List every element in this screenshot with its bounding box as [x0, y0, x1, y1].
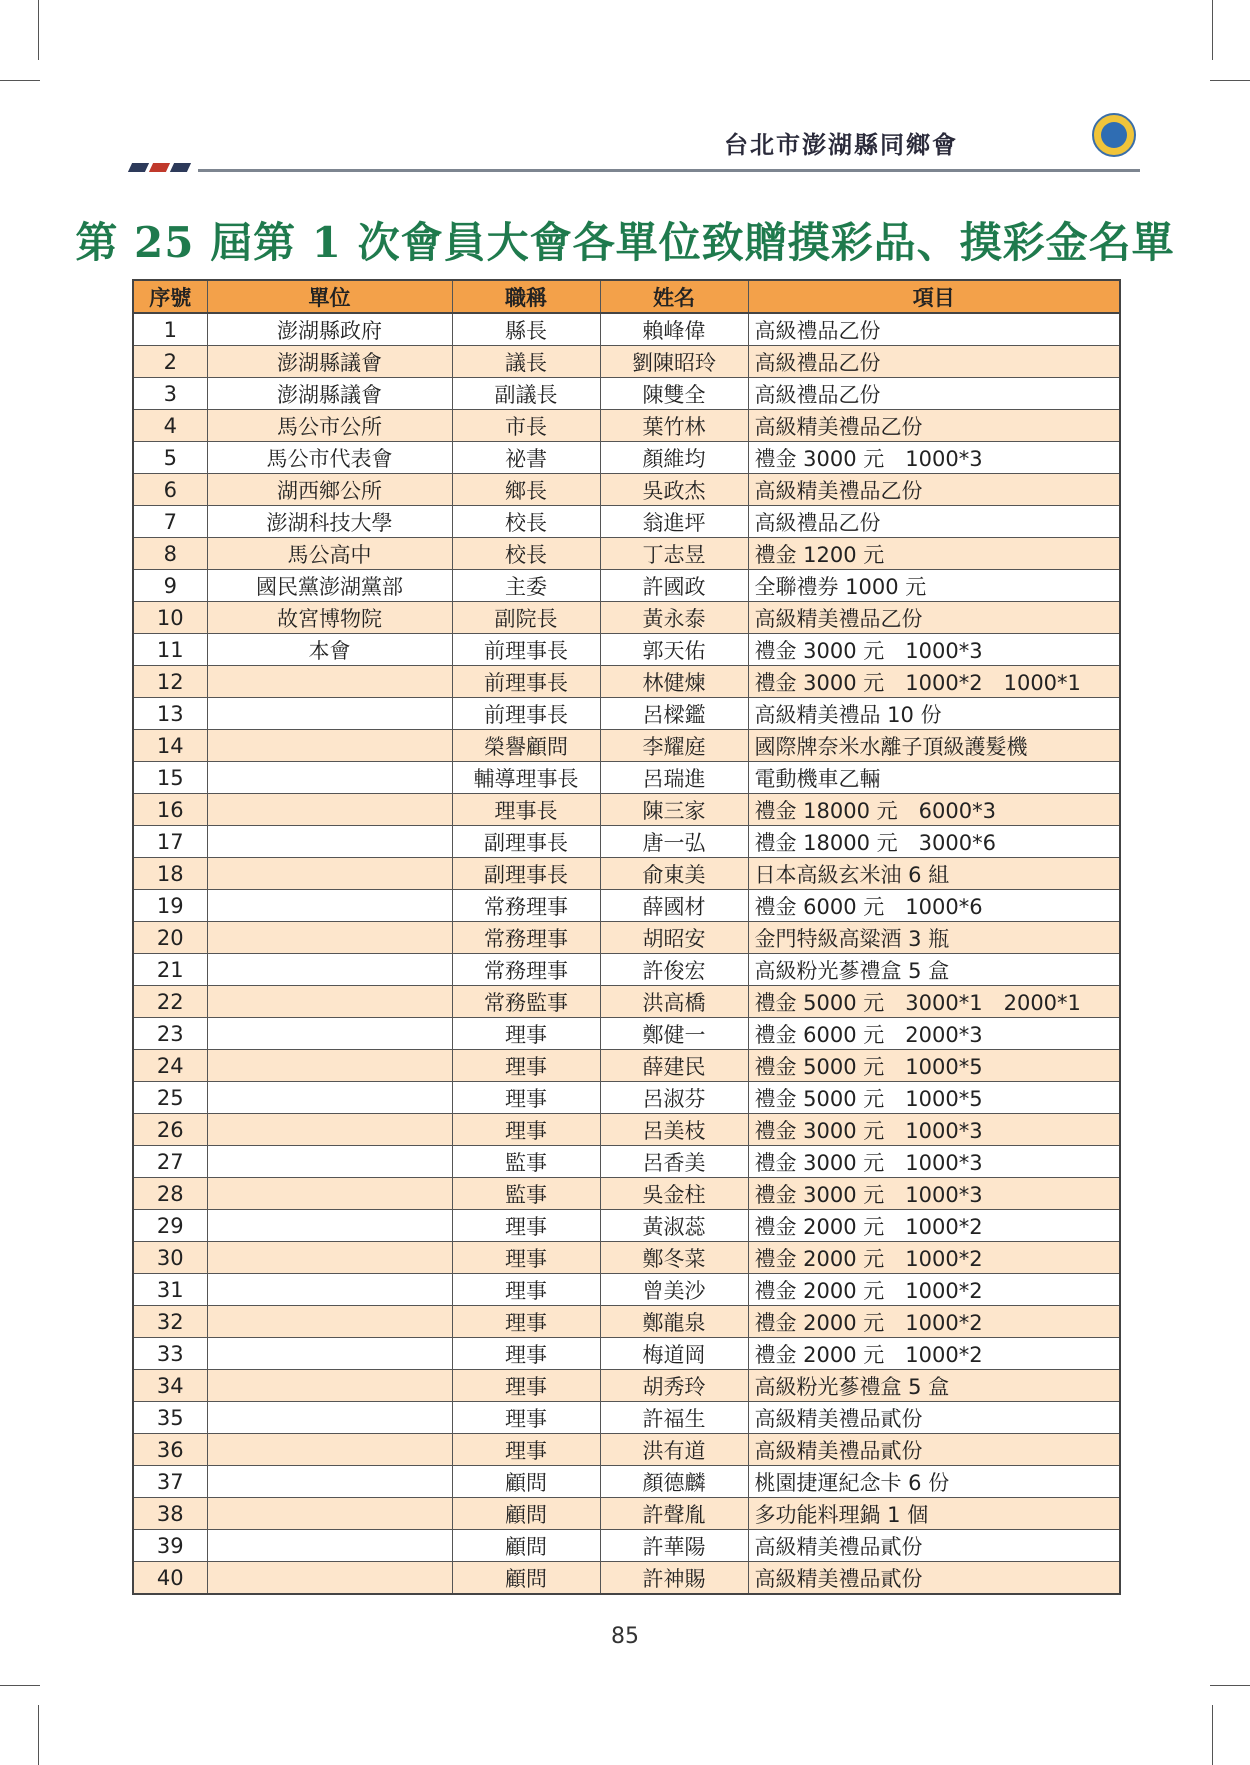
cell-no: 28 [133, 1178, 207, 1210]
cell-position: 監事 [452, 1146, 600, 1178]
cell-position: 副院長 [452, 602, 600, 634]
cell-name: 呂美枝 [600, 1114, 748, 1146]
cell-position: 前理事長 [452, 634, 600, 666]
cell-name: 呂淑芬 [600, 1082, 748, 1114]
cell-unit [207, 1082, 452, 1114]
cell-unit [207, 794, 452, 826]
cell-item: 禮金 5000 元 1000*5 [748, 1082, 1120, 1114]
cell-unit [207, 826, 452, 858]
cell-no: 7 [133, 506, 207, 538]
cell-position: 輔導理事長 [452, 762, 600, 794]
cell-unit [207, 1210, 452, 1242]
cell-no: 36 [133, 1434, 207, 1466]
cell-name: 郭天佑 [600, 634, 748, 666]
table-row [133, 986, 1120, 1018]
cell-unit [207, 1370, 452, 1402]
cell-unit [207, 666, 452, 698]
cell-unit [207, 1274, 452, 1306]
header-dash-2 [149, 163, 170, 172]
table-row [133, 762, 1120, 794]
cell-item: 禮金 5000 元 1000*5 [748, 1050, 1120, 1082]
table-row [133, 474, 1120, 506]
cell-unit [207, 762, 452, 794]
cell-name: 李耀庭 [600, 730, 748, 762]
cell-unit: 國民黨澎湖黨部 [207, 570, 452, 602]
cell-position: 顧問 [452, 1530, 600, 1562]
cell-no: 14 [133, 730, 207, 762]
cell-name: 唐一弘 [600, 826, 748, 858]
table-row [133, 313, 1120, 346]
cell-position: 顧問 [452, 1498, 600, 1530]
table-row [133, 1114, 1120, 1146]
table-row [133, 602, 1120, 634]
cell-no: 19 [133, 890, 207, 922]
table-row [133, 570, 1120, 602]
table-row [133, 634, 1120, 666]
cell-item: 禮金 2000 元 1000*2 [748, 1306, 1120, 1338]
cell-no: 37 [133, 1466, 207, 1498]
cell-name: 洪高橋 [600, 986, 748, 1018]
cell-item: 禮金 2000 元 1000*2 [748, 1274, 1120, 1306]
table-row [133, 1306, 1120, 1338]
cell-position: 顧問 [452, 1562, 600, 1595]
cell-unit [207, 1242, 452, 1274]
cell-unit [207, 1498, 452, 1530]
cell-no: 6 [133, 474, 207, 506]
table-row [133, 1498, 1120, 1530]
cell-no: 5 [133, 442, 207, 474]
cell-item: 禮金 3000 元 1000*2 1000*1 [748, 666, 1120, 698]
cell-unit [207, 954, 452, 986]
cell-position: 顧問 [452, 1466, 600, 1498]
cell-name: 曾美沙 [600, 1274, 748, 1306]
cell-position: 常務理事 [452, 922, 600, 954]
cell-no: 32 [133, 1306, 207, 1338]
cell-name: 洪有道 [600, 1434, 748, 1466]
cell-no: 12 [133, 666, 207, 698]
cell-unit: 馬公高中 [207, 538, 452, 570]
header-name: 姓名 [600, 280, 748, 313]
cell-position: 理事 [452, 1114, 600, 1146]
table-header-row [133, 280, 1120, 313]
table-row [133, 1242, 1120, 1274]
cell-item: 禮金 3000 元 1000*3 [748, 1178, 1120, 1210]
cell-no: 16 [133, 794, 207, 826]
cell-item: 全聯禮券 1000 元 [748, 570, 1120, 602]
cell-position: 副理事長 [452, 826, 600, 858]
cell-item: 禮金 1200 元 [748, 538, 1120, 570]
cell-no: 40 [133, 1562, 207, 1595]
cell-item: 高級粉光蔘禮盒 5 盒 [748, 1370, 1120, 1402]
table-row [133, 826, 1120, 858]
cell-no: 18 [133, 858, 207, 890]
table-row [133, 1434, 1120, 1466]
cell-name: 薛國材 [600, 890, 748, 922]
header-unit: 單位 [207, 280, 452, 313]
cell-item: 禮金 2000 元 1000*2 [748, 1242, 1120, 1274]
cell-position: 副理事長 [452, 858, 600, 890]
table-row [133, 1338, 1120, 1370]
table-row [133, 346, 1120, 378]
cell-name: 許聲胤 [600, 1498, 748, 1530]
cell-position: 祕書 [452, 442, 600, 474]
cell-item: 禮金 5000 元 3000*1 2000*1 [748, 986, 1120, 1018]
cell-position: 監事 [452, 1178, 600, 1210]
cell-position: 理事 [452, 1082, 600, 1114]
cell-item: 桃園捷運紀念卡 6 份 [748, 1466, 1120, 1498]
cell-item: 禮金 6000 元 1000*6 [748, 890, 1120, 922]
header-no: 序號 [133, 280, 207, 313]
table-row [133, 1146, 1120, 1178]
cell-no: 15 [133, 762, 207, 794]
cell-no: 9 [133, 570, 207, 602]
cell-name: 翁進坪 [600, 506, 748, 538]
cell-name: 胡昭安 [600, 922, 748, 954]
cell-name: 葉竹林 [600, 410, 748, 442]
table-row [133, 1178, 1120, 1210]
cell-name: 吳金柱 [600, 1178, 748, 1210]
cell-position: 理事 [452, 1050, 600, 1082]
cell-name: 呂瑞進 [600, 762, 748, 794]
cell-no: 39 [133, 1530, 207, 1562]
cell-unit [207, 986, 452, 1018]
cell-item: 高級禮品乙份 [748, 346, 1120, 378]
cell-no: 38 [133, 1498, 207, 1530]
table-row [133, 442, 1120, 474]
table-row [133, 698, 1120, 730]
cell-name: 吳政杰 [600, 474, 748, 506]
cell-position: 理事 [452, 1306, 600, 1338]
cell-item: 高級精美禮品貳份 [748, 1402, 1120, 1434]
cell-unit: 澎湖縣議會 [207, 378, 452, 410]
table-row [133, 1210, 1120, 1242]
cell-name: 陳三家 [600, 794, 748, 826]
table-row [133, 954, 1120, 986]
cell-name: 胡秀玲 [600, 1370, 748, 1402]
table-row [133, 1370, 1120, 1402]
table-row [133, 794, 1120, 826]
cell-name: 鄭冬菜 [600, 1242, 748, 1274]
cell-item: 禮金 3000 元 1000*3 [748, 634, 1120, 666]
cell-unit: 澎湖縣議會 [207, 346, 452, 378]
cell-item: 禮金 3000 元 1000*3 [748, 442, 1120, 474]
table-row [133, 666, 1120, 698]
crop-mark-top-left-h [0, 80, 40, 81]
cell-unit: 澎湖科技大學 [207, 506, 452, 538]
table-row [133, 410, 1120, 442]
cell-name: 黃淑蕊 [600, 1210, 748, 1242]
cell-name: 黃永泰 [600, 602, 748, 634]
cell-name: 許國政 [600, 570, 748, 602]
table-row [133, 538, 1120, 570]
cell-item: 禮金 2000 元 1000*2 [748, 1210, 1120, 1242]
cell-no: 8 [133, 538, 207, 570]
cell-item: 禮金 18000 元 3000*6 [748, 826, 1120, 858]
header-position: 職稱 [452, 280, 600, 313]
crop-mark-top-right [1212, 0, 1213, 60]
cell-unit: 故宮博物院 [207, 602, 452, 634]
table-row [133, 922, 1120, 954]
cell-no: 23 [133, 1018, 207, 1050]
cell-name: 呂香美 [600, 1146, 748, 1178]
cell-position: 主委 [452, 570, 600, 602]
cell-item: 禮金 6000 元 2000*3 [748, 1018, 1120, 1050]
cell-unit [207, 1530, 452, 1562]
cell-position: 常務理事 [452, 890, 600, 922]
cell-position: 理事 [452, 1434, 600, 1466]
table-row [133, 378, 1120, 410]
cell-unit: 馬公市代表會 [207, 442, 452, 474]
cell-name: 鄭健一 [600, 1018, 748, 1050]
cell-position: 理事 [452, 1338, 600, 1370]
cell-unit [207, 1338, 452, 1370]
cell-no: 20 [133, 922, 207, 954]
cell-no: 35 [133, 1402, 207, 1434]
cell-no: 10 [133, 602, 207, 634]
cell-no: 2 [133, 346, 207, 378]
cell-unit [207, 1146, 452, 1178]
cell-item: 多功能料理鍋 1 個 [748, 1498, 1120, 1530]
cell-no: 30 [133, 1242, 207, 1274]
cell-item: 高級精美禮品貳份 [748, 1434, 1120, 1466]
header-org-name: 台北市澎湖縣同鄉會 [724, 131, 958, 159]
cell-no: 29 [133, 1210, 207, 1242]
cell-position: 校長 [452, 538, 600, 570]
crop-mark-bottom-right-h [1210, 1685, 1250, 1686]
cell-position: 理事 [452, 1210, 600, 1242]
cell-position: 鄉長 [452, 474, 600, 506]
cell-no: 11 [133, 634, 207, 666]
cell-name: 陳雙全 [600, 378, 748, 410]
cell-unit [207, 1434, 452, 1466]
cell-item: 高級禮品乙份 [748, 378, 1120, 410]
cell-no: 26 [133, 1114, 207, 1146]
cell-no: 1 [133, 313, 207, 346]
cell-position: 副議長 [452, 378, 600, 410]
cell-item: 電動機車乙輛 [748, 762, 1120, 794]
cell-unit [207, 1562, 452, 1595]
table-row [133, 1050, 1120, 1082]
cell-no: 34 [133, 1370, 207, 1402]
table-row [133, 1466, 1120, 1498]
cell-item: 高級精美禮品乙份 [748, 602, 1120, 634]
cell-position: 前理事長 [452, 666, 600, 698]
cell-item: 高級精美禮品貳份 [748, 1562, 1120, 1595]
cell-name: 顏維均 [600, 442, 748, 474]
cell-unit [207, 730, 452, 762]
crop-mark-bottom-left-h [0, 1685, 40, 1686]
cell-position: 議長 [452, 346, 600, 378]
cell-position: 理事 [452, 1274, 600, 1306]
cell-item: 禮金 18000 元 6000*3 [748, 794, 1120, 826]
crop-mark-top-right-h [1210, 80, 1250, 81]
page-number: 85 [611, 1624, 639, 1649]
cell-name: 許華陽 [600, 1530, 748, 1562]
cell-no: 3 [133, 378, 207, 410]
cell-name: 鄭龍泉 [600, 1306, 748, 1338]
cell-item: 金門特級高粱酒 3 瓶 [748, 922, 1120, 954]
table-row [133, 858, 1120, 890]
table-row [133, 730, 1120, 762]
table-row [133, 1082, 1120, 1114]
cell-name: 丁志昱 [600, 538, 748, 570]
table-row [133, 1402, 1120, 1434]
cell-unit [207, 1466, 452, 1498]
header-dash-3 [170, 163, 191, 172]
cell-item: 高級粉光蔘禮盒 5 盒 [748, 954, 1120, 986]
header-item: 項目 [748, 280, 1120, 313]
cell-position: 理事 [452, 1370, 600, 1402]
cell-unit [207, 698, 452, 730]
table-row [133, 1274, 1120, 1306]
cell-name: 許俊宏 [600, 954, 748, 986]
cell-unit [207, 1050, 452, 1082]
cell-name: 劉陳昭玲 [600, 346, 748, 378]
cell-position: 理事 [452, 1018, 600, 1050]
cell-name: 俞東美 [600, 858, 748, 890]
page-title: 第 25 屆第 1 次會員大會各單位致贈摸彩品、摸彩金名單 [75, 218, 1175, 267]
cell-no: 31 [133, 1274, 207, 1306]
cell-no: 24 [133, 1050, 207, 1082]
cell-position: 校長 [452, 506, 600, 538]
cell-unit [207, 1178, 452, 1210]
table-row [133, 1562, 1120, 1595]
cell-item: 禮金 3000 元 1000*3 [748, 1146, 1120, 1178]
cell-name: 許神賜 [600, 1562, 748, 1595]
cell-item: 高級精美禮品貳份 [748, 1530, 1120, 1562]
cell-unit: 湖西鄉公所 [207, 474, 452, 506]
cell-name: 梅道岡 [600, 1338, 748, 1370]
gift-list-table [132, 279, 1121, 1595]
table-row [133, 1018, 1120, 1050]
cell-unit [207, 1402, 452, 1434]
cell-no: 4 [133, 410, 207, 442]
cell-item: 禮金 2000 元 1000*2 [748, 1338, 1120, 1370]
cell-name: 呂樑鑑 [600, 698, 748, 730]
cell-no: 13 [133, 698, 207, 730]
cell-position: 常務監事 [452, 986, 600, 1018]
cell-no: 33 [133, 1338, 207, 1370]
cell-item: 國際牌奈米水離子頂級護髮機 [748, 730, 1120, 762]
cell-unit [207, 890, 452, 922]
cell-name: 賴峰偉 [600, 313, 748, 346]
table-row [133, 890, 1120, 922]
cell-item: 高級精美禮品乙份 [748, 410, 1120, 442]
cell-unit [207, 1306, 452, 1338]
cell-no: 17 [133, 826, 207, 858]
cell-position: 前理事長 [452, 698, 600, 730]
cell-unit [207, 922, 452, 954]
cell-position: 理事 [452, 1402, 600, 1434]
table-row [133, 506, 1120, 538]
cell-position: 理事長 [452, 794, 600, 826]
cell-position: 理事 [452, 1242, 600, 1274]
cell-item: 禮金 3000 元 1000*3 [748, 1114, 1120, 1146]
cell-unit [207, 1018, 452, 1050]
cell-unit: 本會 [207, 634, 452, 666]
cell-name: 林健煉 [600, 666, 748, 698]
association-logo-icon [1092, 113, 1136, 157]
cell-no: 27 [133, 1146, 207, 1178]
cell-name: 薛建民 [600, 1050, 748, 1082]
cell-no: 21 [133, 954, 207, 986]
header-dash-1 [128, 163, 149, 172]
cell-unit [207, 858, 452, 890]
cell-unit: 馬公市公所 [207, 410, 452, 442]
table-row [133, 1530, 1120, 1562]
cell-position: 縣長 [452, 313, 600, 346]
cell-item: 高級禮品乙份 [748, 313, 1120, 346]
cell-name: 許福生 [600, 1402, 748, 1434]
cell-item: 高級精美禮品乙份 [748, 474, 1120, 506]
cell-position: 市長 [452, 410, 600, 442]
cell-position: 榮譽顧問 [452, 730, 600, 762]
cell-unit [207, 1114, 452, 1146]
crop-mark-bottom-right [1212, 1705, 1213, 1765]
cell-name: 顏德麟 [600, 1466, 748, 1498]
cell-item: 高級禮品乙份 [748, 506, 1120, 538]
cell-no: 25 [133, 1082, 207, 1114]
crop-mark-top-left [38, 0, 39, 60]
cell-item: 日本高級玄米油 6 組 [748, 858, 1120, 890]
crop-mark-bottom-left [38, 1705, 39, 1765]
header-rule [198, 169, 1140, 172]
cell-no: 22 [133, 986, 207, 1018]
cell-unit: 澎湖縣政府 [207, 313, 452, 346]
cell-position: 常務理事 [452, 954, 600, 986]
cell-item: 高級精美禮品 10 份 [748, 698, 1120, 730]
